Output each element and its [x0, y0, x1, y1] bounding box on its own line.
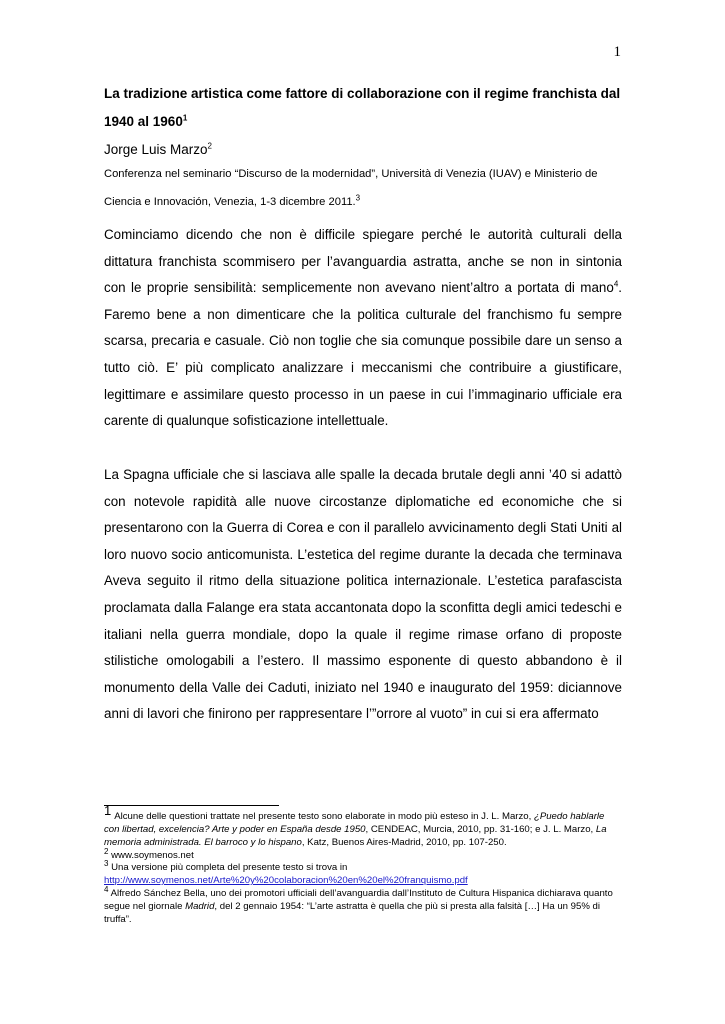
document-title	[104, 80, 622, 136]
footnote-1-text-a: Alcune delle questioni trattate nel presente testo sono elaborate in modo più esteso in J. L. Marzo,	[114, 811, 534, 823]
title-footnote-ref[interactable]: 1	[182, 113, 188, 123]
footnote-3-text: Una versione più completa del presente testo si trova in	[111, 862, 348, 874]
footnote-3-mark: 3	[104, 859, 109, 869]
conference-text: Conferenza nel seminario “Discurso de la modernidad”, Università di Venezia (IUAV) e Ministerio de Ciencia e Innovación, Venezia, 1-3 dicembre 2011.	[104, 168, 598, 208]
author-name: Jorge Luis Marzo	[104, 142, 208, 157]
footnote-4-mark: 4	[104, 884, 109, 894]
footnote-2	[104, 846, 622, 863]
footnote-1-italic-a: ¿Puedo hablarle con libertad, excelencia? Arte y poder en España desde 1950	[104, 811, 605, 835]
paragraph-1	[104, 222, 622, 435]
title-text: La tradizione artistica come fattore di collaborazione con il regime franchista dal 1940 al 1960	[104, 86, 621, 129]
author-line	[104, 140, 212, 160]
footnote-3-link[interactable]: http://www.soymenos.net/Arte%20y%20colaboracion%20en%20el%20franquismo.pdf	[104, 875, 468, 887]
paragraph-1-footnote-ref[interactable]: 4	[613, 279, 619, 289]
paragraph-1-part-b: . Faremo bene a non dimenticare che la politica culturale del franchismo fu sempre scarsa, precaria e casuale. Ciò non toglie che sia comunque possibile dare un senso a tutto ciò. E’ più complicato analizzare i meccanismi che contribuire a giustificare, legittimare e assimilare questo processo in un paese in cui l’immaginario ufficiale era carente di qualunque sofisticazione intellettuale.	[104, 280, 622, 429]
conference-footnote-ref[interactable]: 3	[355, 193, 361, 203]
footnote-separator	[104, 805, 279, 806]
footnote-1-italic-b: La memoria administrada. El barroco y lo hispano	[104, 823, 607, 848]
author-footnote-ref[interactable]: 2	[207, 141, 212, 151]
footnote-2-mark: 2	[104, 846, 109, 856]
footnote-4-text-a: Alfredo Sánchez Bella, uno dei promotori ufficiali dell’avanguardia dall’Instituto de Cultura Hispanica dichiarava quanto segue nel giornale	[104, 887, 613, 912]
footnote-1-text-c: , Katz, Buenos Aires-Madrid, 2010, pp. 107-250.	[301, 836, 507, 848]
page-number: 1	[613, 44, 621, 60]
footnote-4	[104, 884, 622, 926]
footnote-4-italic: Madrid	[185, 900, 215, 912]
paragraph-2: La Spagna ufficiale che si lasciava alle spalle la decada brutale degli anni ’40 si adattò con notevole rapidità alle nuove circostanze diplomatiche ed economiche che si presentarono con la Guerra di Corea e con il parallelo avvicinamento degli Stati Uniti al loro nuovo socio anticomunista. L’estetica del regime durante la decada che terminava Aveva seguito il ritmo della situazione politica internazionale. L’estetica parafascista proclamata dalla Falange era stata accantonata dopo la sconfitta degli amici tedeschi e italiani nella guerra mondiale, dopo la quale il regime rimase orfano di proposte stilistiche omologabili a l’estero. Il massimo esponente di questo abbandono è il monumento della Valle dei Caduti, iniziato nel 1940 e inaugurato del 1959: diciannove anni di lavori che finirono per rappresentare l’”orrore al vuoto” in cui si era affermato	[104, 467, 622, 722]
footnote-1-text-b: , CENDEAC, Murcia, 2010, pp. 31-160; e J. L. Marzo,	[365, 823, 596, 835]
footnotes	[104, 803, 622, 926]
footnote-1	[104, 803, 622, 850]
footnote-2-text: www.soymenos.net	[111, 849, 194, 861]
footnote-3	[104, 859, 622, 888]
footnote-1-mark: 1	[104, 803, 112, 818]
footnote-4-text-b: , del 2 gennaio 1954: “L’arte astratta è quella che più si presta alla falsità […] Ha un 95% di truffa”.	[104, 900, 600, 925]
conference-note	[104, 160, 622, 216]
paragraph-1-part-a: Cominciamo dicendo che non è difficile spiegare perché le autorità culturali della dittatura franchista scommisero per l’avanguardia astratta, anche se non in sintonia con le proprie sensibilità: semplicemente non avevano nient’altro a portata di mano	[104, 227, 622, 296]
